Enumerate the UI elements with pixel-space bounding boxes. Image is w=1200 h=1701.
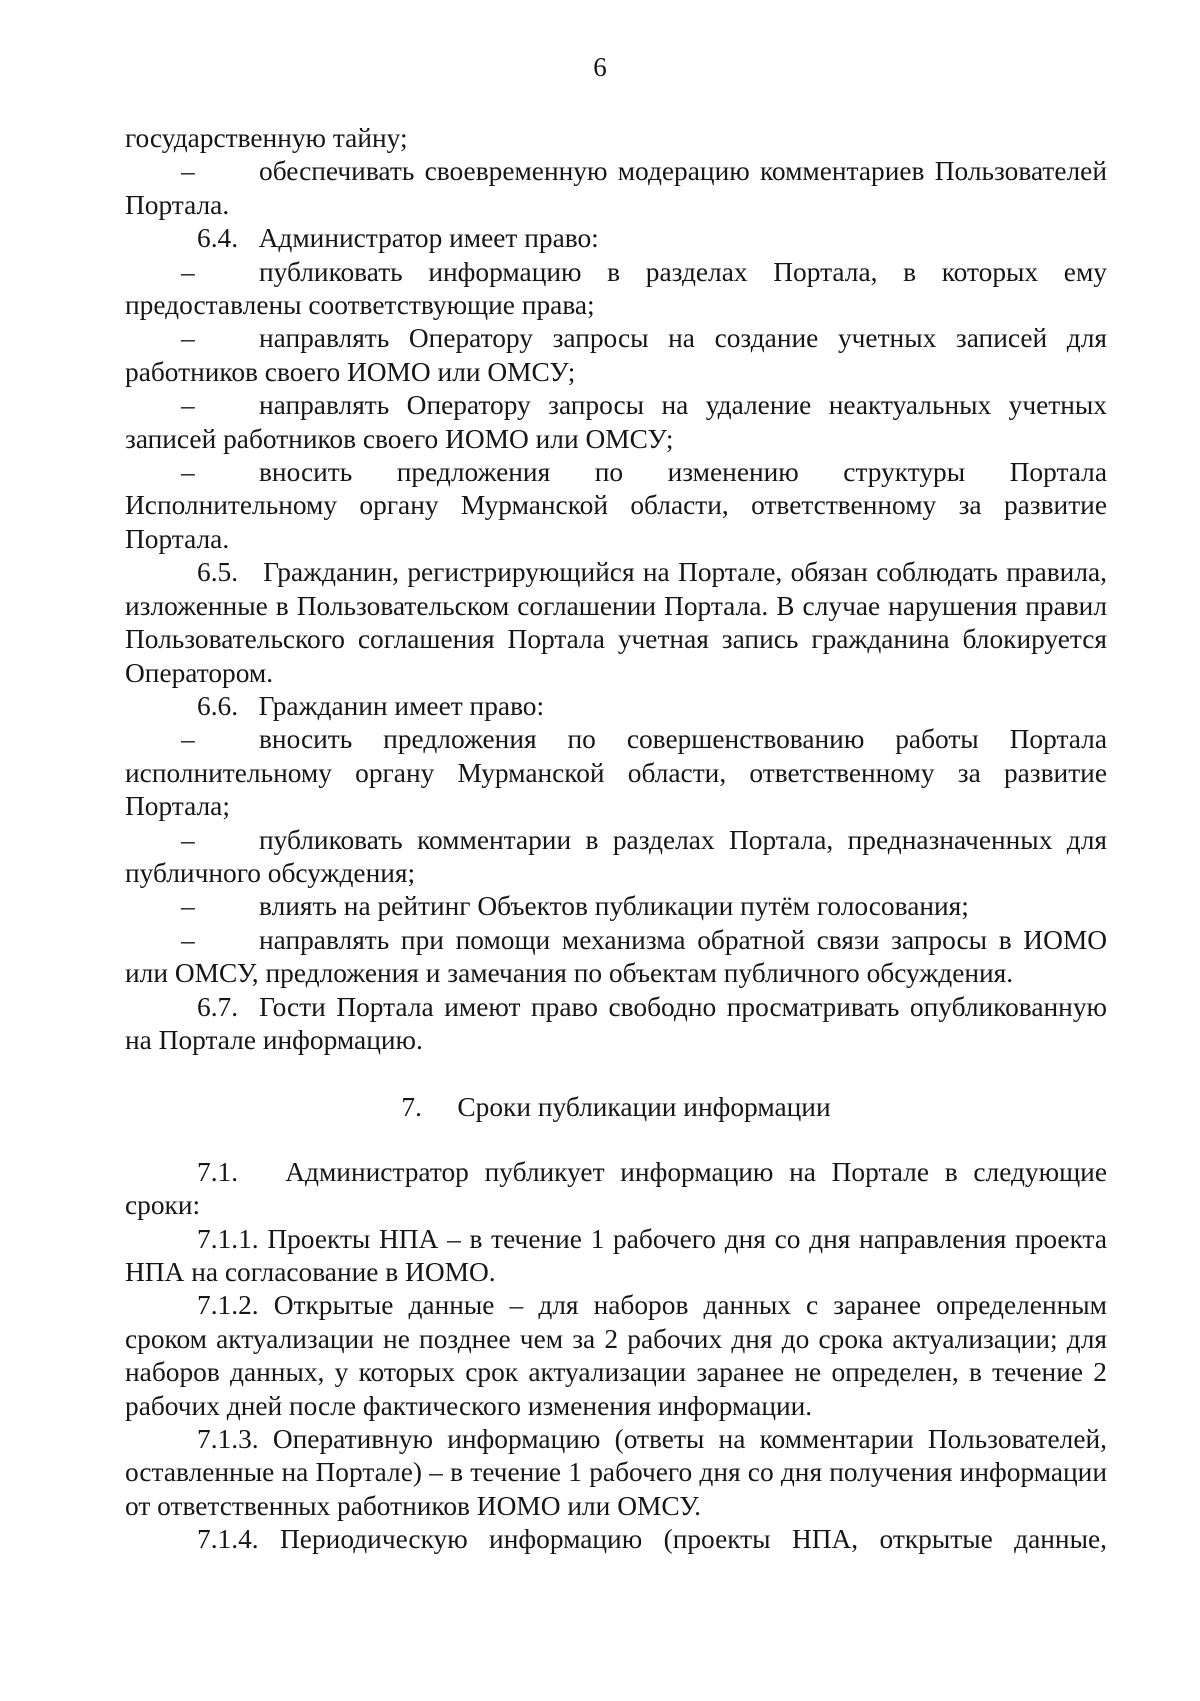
paragraph-text: 7.1.1. Проекты НПА – в течение 1 рабочего дня со дня направления проекта НПА на согласование в ИОМО. xyxy=(125,1223,1107,1287)
page-number: 6 xyxy=(593,52,607,82)
paragraph-text: 6.5. Гражданин, регистрирующийся на Портале, обязан соблюдать правила, изложенные в Пользовательском соглашении Портала. В случае нарушения правил Пользовательского соглашения Портала учетная запись гражданина блокируется Оператором. xyxy=(125,557,1107,688)
dash-list-item xyxy=(125,924,1107,991)
dash-list-item xyxy=(125,723,1107,823)
dash-list-item xyxy=(125,256,1107,323)
paragraph-text: 6.4. Администратор имеет право: xyxy=(197,223,599,254)
paragraph-text: направлять при помощи механизма обратной связи запросы в ИОМО или ОМСУ, предложения и замечания по объектам публичного обсуждения. xyxy=(125,924,1107,989)
dash-list-item xyxy=(125,322,1107,389)
numbered-paragraph xyxy=(125,1523,1107,1556)
paragraph-text: 7.1.2. Открытые данные – для наборов данных с заранее определенным сроком актуализации не позднее чем за 2 рабочих дня до срока актуализации; для наборов данных, у которых срок актуализации заранее не определен, в течение 2 рабочих дней после фактического изменения информации. xyxy=(125,1290,1107,1421)
list-dash-marker: – xyxy=(181,824,195,855)
paragraph-text: 7.1. Администратор публикует информацию на Портале в следующие сроки: xyxy=(125,1156,1107,1221)
numbered-paragraph xyxy=(125,556,1107,690)
numbered-paragraph xyxy=(125,1156,1107,1223)
document-body xyxy=(125,122,1107,1557)
paragraph-text: публиковать информацию в разделах Портала, в которых ему предоставлены соответствующие права; xyxy=(125,256,1107,321)
dash-list-item xyxy=(125,456,1107,556)
paragraph-text: направлять Оператору запросы на удаление неактуальных учетных записей работников своего ИОМО или ОМСУ; xyxy=(125,390,1107,454)
dash-list-item xyxy=(125,890,1107,923)
numbered-paragraph xyxy=(125,1223,1107,1290)
numbered-paragraph xyxy=(125,222,1107,255)
dash-list-item xyxy=(125,824,1107,891)
section-heading xyxy=(125,1091,1107,1124)
numbered-paragraph xyxy=(125,1423,1107,1523)
paragraph-text: 6.7. Гости Портала имеют право свободно просматривать опубликованную на Портале информацию. xyxy=(125,991,1107,1055)
list-dash-marker: – xyxy=(181,924,195,955)
paragraph-text: публиковать комментарии в разделах Портала, предназначенных для публичного обсуждения; xyxy=(125,824,1107,888)
list-dash-marker: – xyxy=(181,457,195,488)
paragraph-text: государственную тайну; xyxy=(125,123,408,153)
numbered-paragraph xyxy=(125,991,1107,1058)
numbered-paragraph xyxy=(125,690,1107,723)
paragraph-text: обеспечивать своевременную модерацию комментариев Пользователей Портала. xyxy=(125,156,1107,220)
paragraph-text: направлять Оператору запросы на создание учетных записей для работников своего ИОМО или ОМСУ; xyxy=(125,323,1107,387)
paragraph-text: 7.1.4. Периодическую информацию (проекты НПА, открытые данные, xyxy=(197,1524,1107,1555)
dash-list-item xyxy=(125,389,1107,456)
section-title: Сроки публикации информации xyxy=(457,1092,831,1123)
numbered-paragraph xyxy=(125,1289,1107,1423)
list-dash-marker: – xyxy=(181,390,195,421)
paragraph-continuation xyxy=(125,122,1107,155)
paragraph-text: вносить предложения по изменению структуры Портала Исполнительному органу Мурманской области, ответственному за развитие Портала. xyxy=(125,457,1107,554)
list-dash-marker: – xyxy=(181,891,195,922)
dash-list-item xyxy=(125,155,1107,222)
paragraph-text: 7.1.3. Оперативную информацию (ответы на комментарии Пользователей, оставленные на Портале) – в течение 1 рабочего дня со дня получения информации от ответственных работников ИОМО или ОМСУ. xyxy=(125,1424,1107,1521)
list-dash-marker: – xyxy=(181,323,195,354)
paragraph-text: влиять на рейтинг Объектов публикации путём голосования; xyxy=(259,891,969,922)
list-dash-marker: – xyxy=(181,156,195,187)
list-dash-marker: – xyxy=(181,724,195,755)
section-number: 7. xyxy=(401,1092,422,1123)
paragraph-text: 6.6. Гражданин имеет право: xyxy=(197,690,545,721)
paragraph-text: вносить предложения по совершенствованию работы Портала исполнительному органу Мурманской области, ответственному за развитие Портала; xyxy=(125,724,1107,822)
list-dash-marker: – xyxy=(181,256,195,287)
